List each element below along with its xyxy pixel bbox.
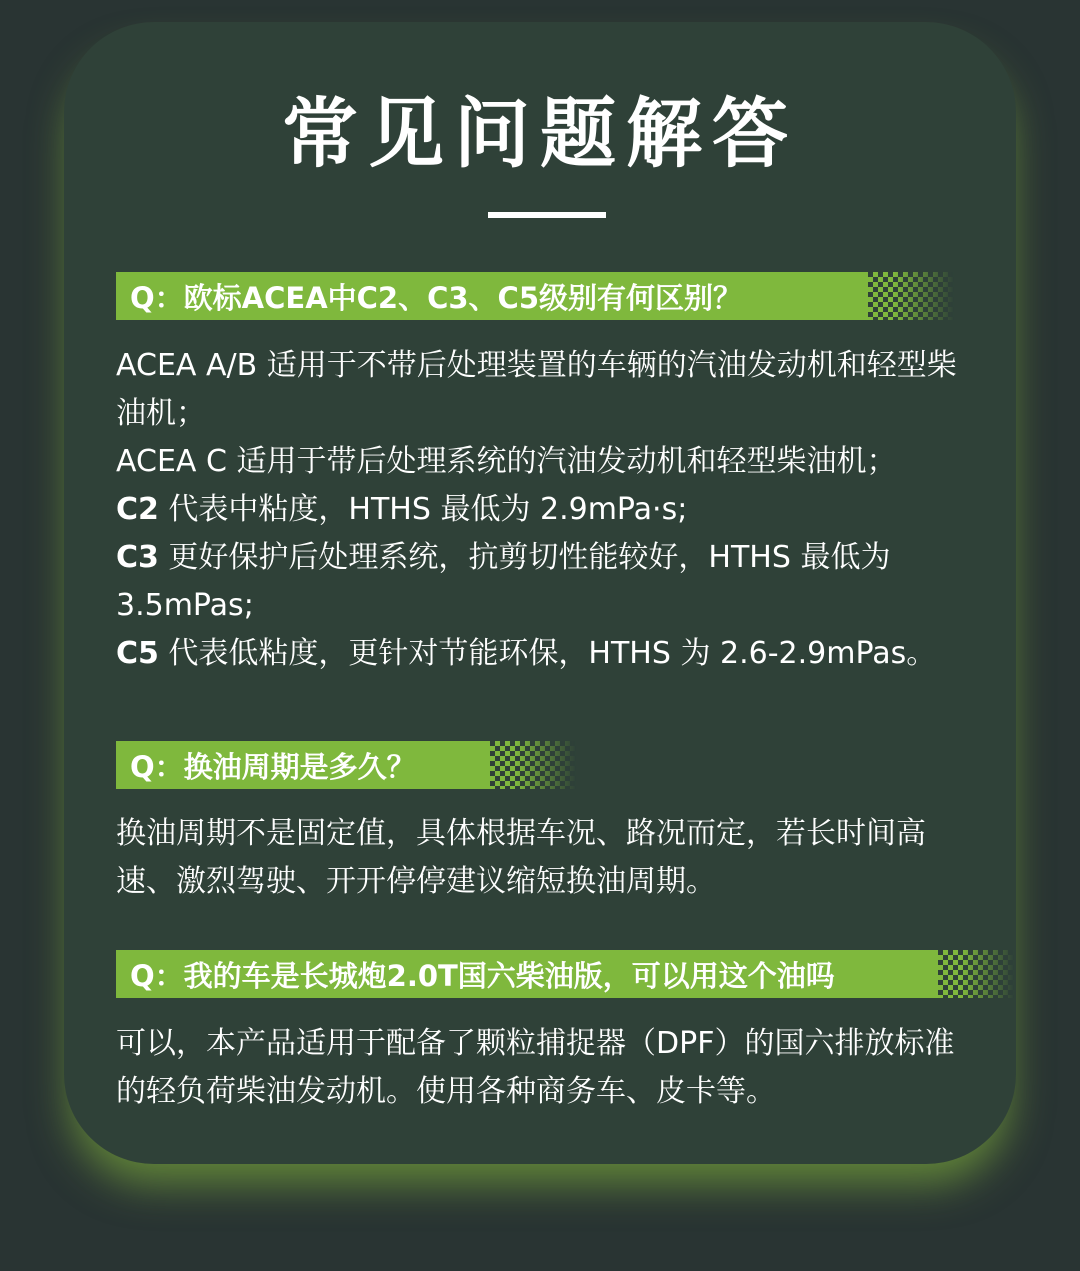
question-3-text: Q：我的车是长城炮2.0T国六柴油版，可以用这个油吗 <box>130 958 835 993</box>
answer-1-line-1: ACEA A/B 适用于不带后处理装置的车辆的汽油发动机和轻型柴油机； <box>116 348 957 431</box>
answer-3-text: 可以，本产品适用于配备了颗粒捕捉器（DPF）的国六排放标准的轻负荷柴油发动机。使用各种商务车、皮卡等。 <box>116 1026 955 1109</box>
question-bar-3 <box>116 950 938 998</box>
checker-pattern-1 <box>868 272 954 320</box>
question-1-text: Q：欧标ACEA中C2、C3、C5级别有何区别？ <box>130 280 743 315</box>
faq-card <box>64 22 1016 1164</box>
answer-1-line-3: C2 代表中粘度，HTHS 最低为 2.9mPa·s; <box>116 492 688 527</box>
checker-pattern-3 <box>938 950 1014 998</box>
answer-1-line-2: ACEA C 适用于带后处理系统的汽油发动机和轻型柴油机； <box>116 444 897 479</box>
answer-1-line-5: C5 代表低粘度，更针对节能环保，HTHS 为 2.6-2.9mPas。 <box>116 636 937 671</box>
page-title: 常见问题解答 <box>282 89 798 178</box>
answer-1 <box>116 342 976 678</box>
answer-2-text: 换油周期不是固定值，具体根据车况、路况而定，若长时间高速、激烈驾驶、开开停停建议缩短换油周期。 <box>116 816 926 899</box>
question-bar-2 <box>116 741 490 789</box>
answer-3 <box>116 1020 976 1116</box>
question-bar-1 <box>116 272 868 320</box>
answer-2 <box>116 810 976 906</box>
question-2-text: Q：换油周期是多久？ <box>130 749 416 784</box>
title-underline <box>488 212 606 218</box>
checker-pattern-2 <box>490 741 576 789</box>
answer-1-line-4: C3 更好保护后处理系统，抗剪切性能较好，HTHS 最低为 3.5mPas; <box>116 540 891 623</box>
